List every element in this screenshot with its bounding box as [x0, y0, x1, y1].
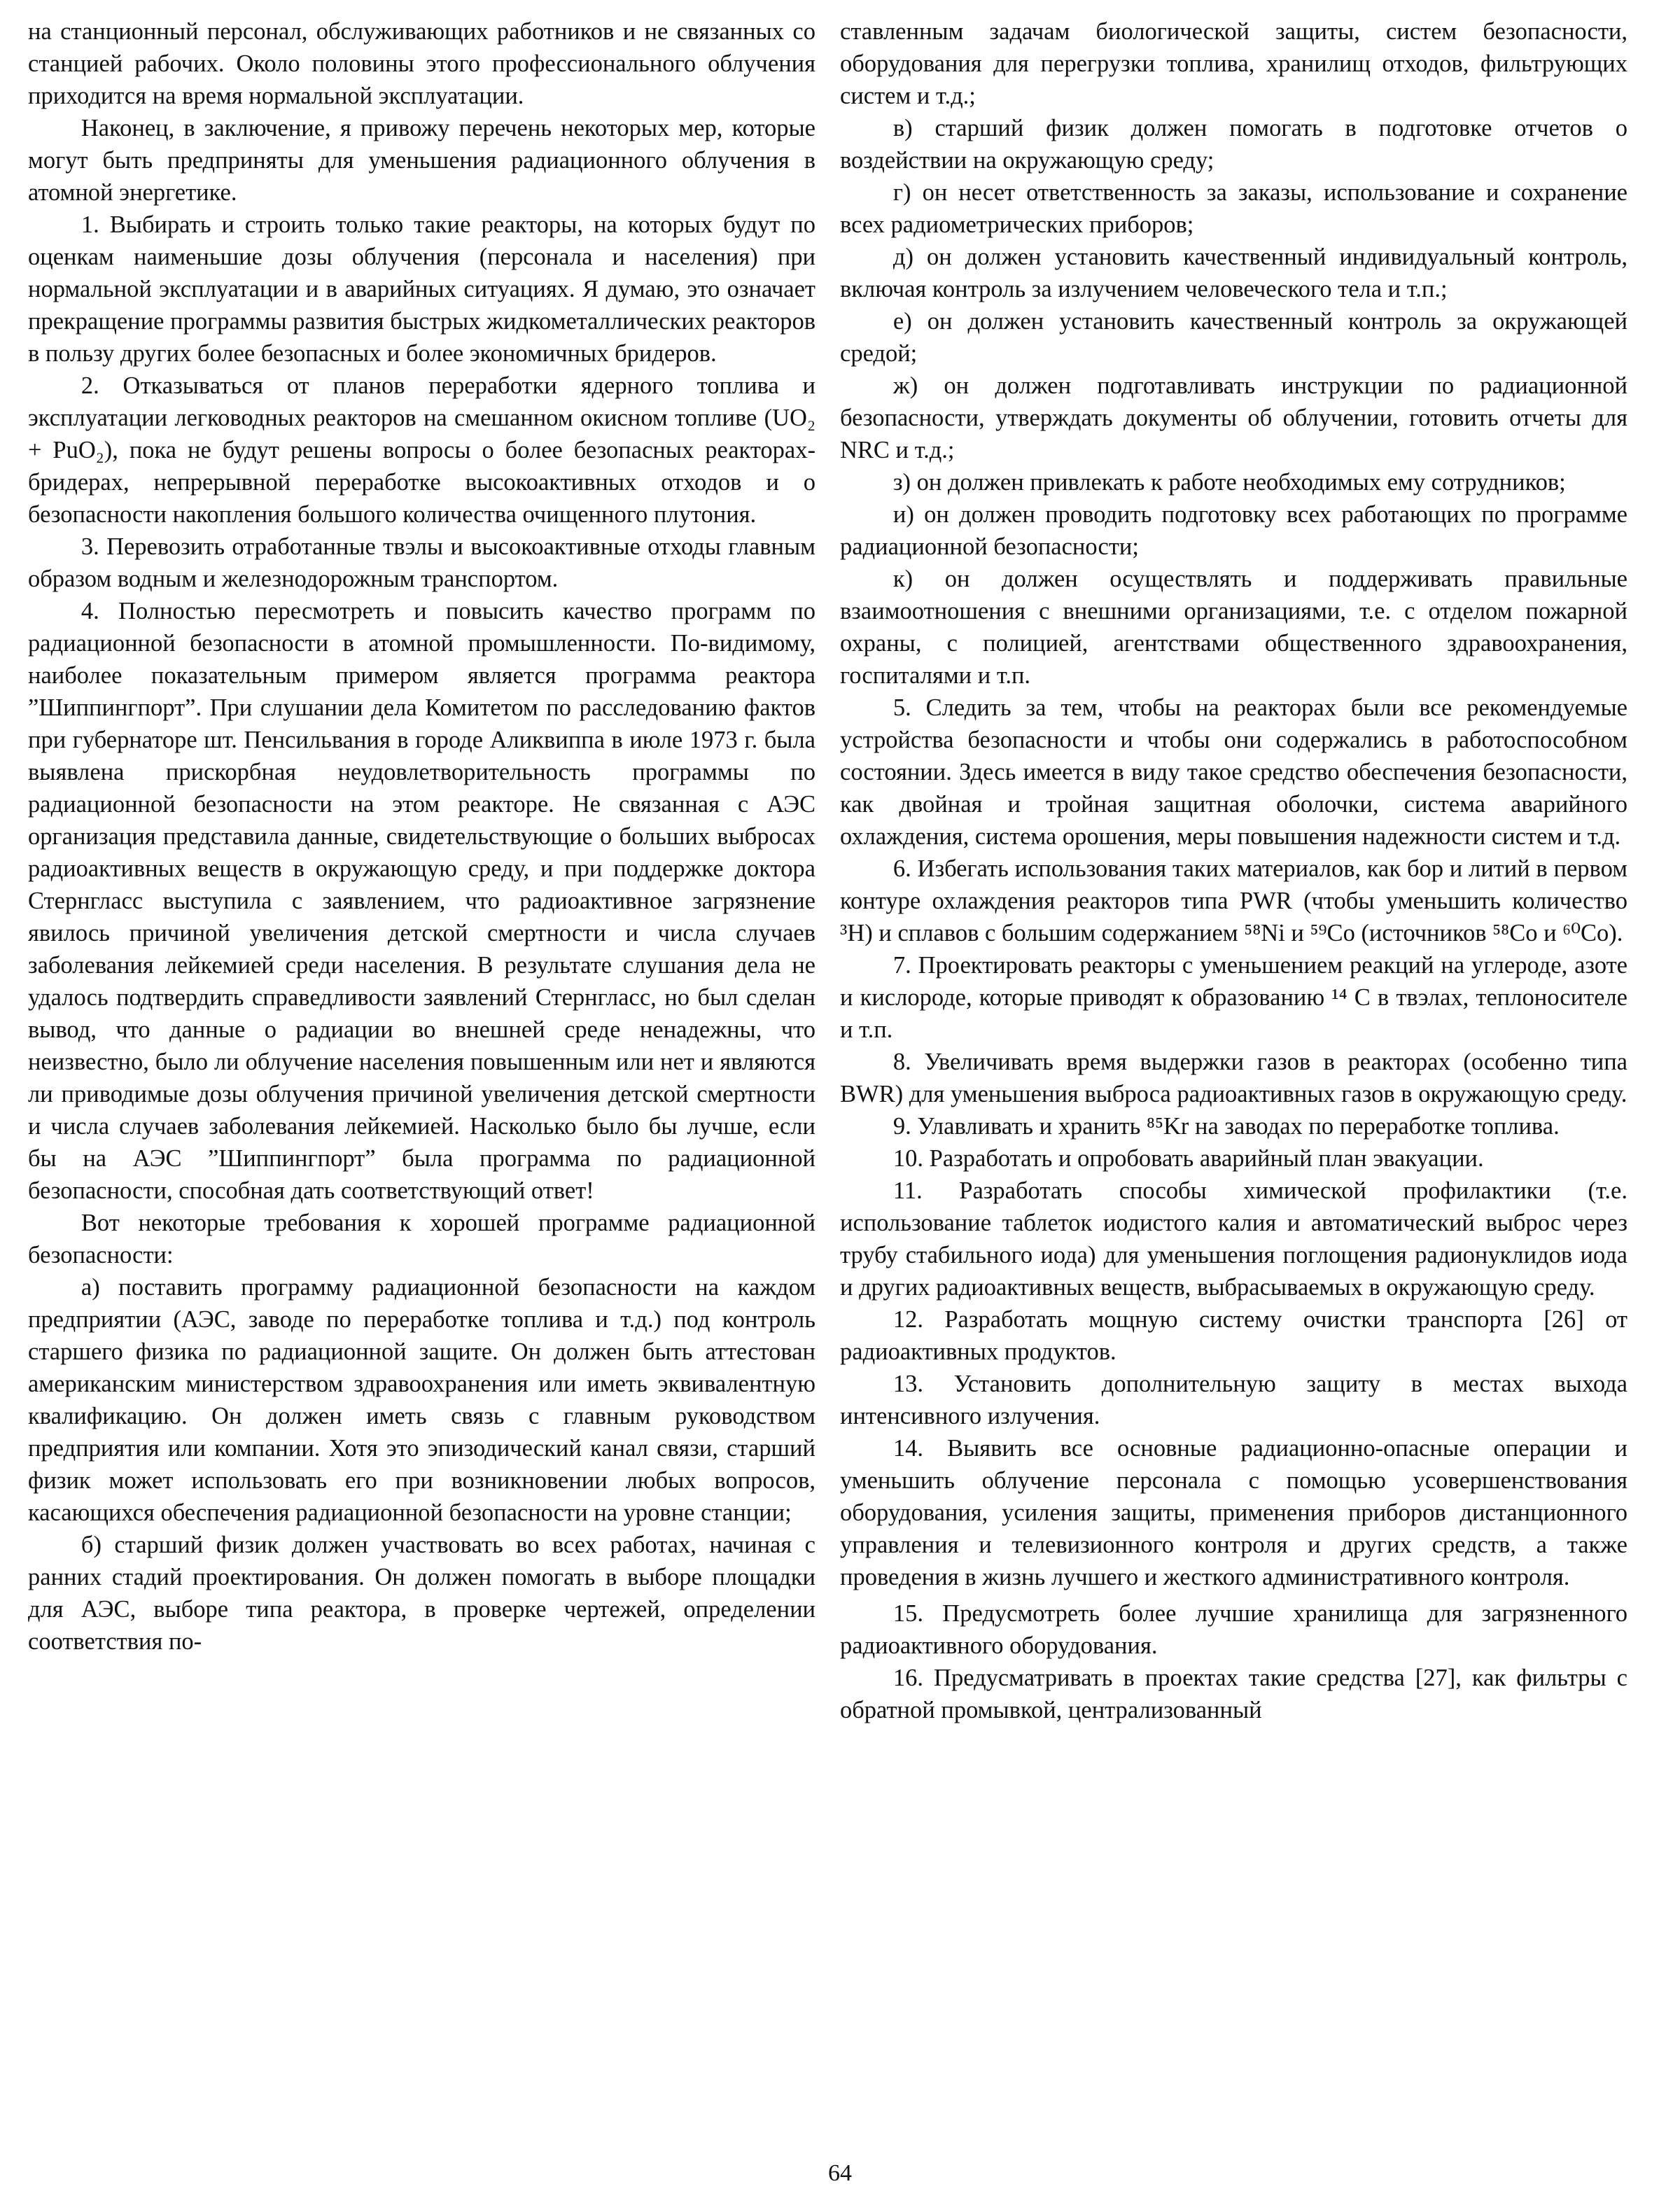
paragraph: ставленным задачам биологической защиты, систем безопасности, оборудования для перегрузки топлива, хранилищ отходов, фильтрующих систем и т.д.;: [840, 18, 1628, 109]
paragraph: на станционный персонал, обслуживающих работников и не связанных со станцией рабочих. Около половины этого профессионального облучения приходится на время нормальной эксплуатации.: [28, 18, 816, 109]
list-item: г) он несет ответственность за заказы, использование и сохранение всех радиометрических приборов;: [840, 179, 1628, 238]
right-column: [840, 15, 1628, 1726]
list-item: 5. Следить за тем, чтобы на реакторах были все рекомендуемые устройства безопасности и чтобы они содержались в работоспособном состоянии. Здесь имеется в виду такое средство обеспечения безопасности, как двойная и тройная защитная оболочки, система аварийного охлаждения, система орошения, меры повышения надежности систем и т.д.: [840, 694, 1628, 850]
list-item: 7. Проектировать реакторы с уменьшением реакций на углероде, азоте и кислороде, которые приводят к образованию ¹⁴ C в твэлах, теплоносителе и т.п.: [840, 952, 1628, 1043]
list-item: е) он должен установить качественный контроль за окружающей средой;: [840, 308, 1628, 367]
list-item: 1. Выбирать и строить только такие реакторы, на которых будут по оценкам наименьшие дозы облучения (персонала и населения) при нормальной эксплуатации и в аварийных ситуациях. Я думаю, это означает прекращение программы развития быстрых жидкометаллических реакторов в пользу других более безопасных и более экономичных бридеров.: [28, 211, 816, 367]
list-item: 9. Улавливать и хранить ⁸⁵Kr на заводах по переработке топлива.: [892, 1113, 1560, 1140]
list-item: 6. Избегать использования таких материалов, как бор и литий в первом контуре охлаждения реакторов типа PWR (чтобы уменьшить количество ³H) и сплавов с большим содержанием ⁵⁸Ni и ⁵⁹Co (источников ⁵⁸Co и ⁶⁰Co).: [840, 855, 1628, 946]
list-item: д) он должен установить качественный индивидуальный контроль, включая контроль за излучением человеческого тела и т.п.;: [840, 244, 1628, 302]
list-item: 8. Увеличивать время выдержки газов в реакторах (особенно типа BWR) для уменьшения выброса радиоактивных газов в окружающую среду.: [840, 1049, 1628, 1107]
list-item: 4. Полностью пересмотреть и повысить качество программ по радиационной безопасности в атомной промышленности. По-видимому, наиболее показательным примером является программа реактора ”Шиппингпорт”. При слушании дела Комитетом по расследованию фактов при губернаторе шт. Пенсильвания в городе Аликвиппа в июле 1973 г. была выявлена прискорбная неудовлетворительность программы по радиационной безопасности на этом реакторе. Не связанная с АЭС организация представила данные, свидетельствующие о больших выбросах радиоактивных веществ в окружающую среду, и при поддержке доктора Стернгласс выступила с заявлением, что радиоактивное загрязнение явилось причиной увеличения детской смертности и числа случаев заболевания лейкемией среди населения. В результате слушания дела не удалось подтвердить справедливости заявлений Стернгласс, но был сделан вывод, что данные о радиации во внешней среде ненадежны, что неизвестно, было ли облучение населения повышенным или нет и являются ли приводимые дозы облучения причиной увеличения детской смертности и числа случаев заболевания лейкемией. Насколько было бы лучше, если бы на АЭС ”Шиппингпорт” была программа по радиационной безопасности, способная дать соответствующий ответ!: [28, 598, 816, 1204]
page-number: 64: [828, 2160, 852, 2186]
list-item: 13. Установить дополнительную защиту в местах выхода интенсивного излучения.: [840, 1371, 1628, 1429]
list-item: ж) он должен подготавливать инструкции по радиационной безопасности, утверждать документы об облучении, готовить отчеты для NRC и т.д.;: [840, 372, 1628, 463]
paragraph: Наконец, в заключение, я привожу перечень некоторых мер, которые могут быть предприняты для уменьшения радиационного облучения в атомной энергетике.: [28, 115, 816, 206]
list-item: 16. Предусматривать в проектах такие средства [27], как фильтры с обратной промывкой, централизованный: [840, 1665, 1628, 1723]
list-item: 10. Разработать и опробовать аварийный план эвакуации.: [892, 1145, 1484, 1172]
list-item: к) он должен осуществлять и поддерживать правильные взаимоотношения с внешними организациями, т.е. с отделом пожарной охраны, с полицией, агентствами общественного здравоохранения, госпиталями и т.п.: [840, 566, 1628, 689]
list-item: а) поставить программу радиационной безопасности на каждом предприятии (АЭС, заводе по переработке топлива и т.д.) под контроль старшего физика по радиационной защите. Он должен быть аттестован американским министерством здравоохранения или иметь эквивалентную квалификацию. Он должен иметь связь с главным руководством предприятия или компании. Хотя это эпизодический канал связи, старший физик может использовать его при возникновении любых вопросов, касающихся обеспечения радиационной безопасности на уровне станции;: [28, 1274, 816, 1526]
list-item: 11. Разработать способы химической профилактики (т.е. использование таблеток иодистого калия и автоматический выброс через трубу стабильного иода) для уменьшения поглощения радионуклидов иода и других радиоактивных веществ, выбрасываемых в окружающую среду.: [840, 1177, 1628, 1301]
left-column: [28, 15, 816, 1658]
list-item: в) старший физик должен помогать в подготовке отчетов о воздействии на окружающую среду;: [840, 115, 1628, 174]
list-item: и) он должен проводить подготовку всех работающих по программе радиационной безопасности;: [840, 501, 1628, 560]
list-item: 2. Отказываться от планов переработки ядерного топлива и эксплуатации легководных реакторов на смешанном окисном топливе (UO₂ + PuO₂), пока не будут решены вопросы о более безопасных реакторах-бридерах, непрерывной переработке высокоактивных отходов и о безопасности накопления большого количества очищенного плутония.: [28, 372, 816, 528]
paragraph: Вот некоторые требования к хорошей программе радиационной безопасности:: [28, 1210, 816, 1268]
list-item: з) он должен привлекать к работе необходимых ему сотрудников;: [892, 469, 1566, 496]
list-item: 3. Перевозить отработанные твэлы и высокоактивные отходы главным образом водным и железнодорожным транспортом.: [28, 533, 816, 592]
list-item: 14. Выявить все основные радиационно-опасные операции и уменьшить облучение персонала с помощью усовершенствования оборудования, усиления защиты, применения приборов дистанционного управления и телевизионного контроля и других средств, а также проведения в жизнь лучшего и жесткого административного контроля.: [840, 1435, 1628, 1590]
list-item: 12. Разработать мощную систему очистки транспорта [26] от радиоактивных продуктов.: [840, 1306, 1628, 1365]
list-item: 15. Предусмотреть более лучшие хранилища для загрязненного радиоактивного оборудования.: [840, 1600, 1628, 1659]
list-item: б) старший физик должен участвовать во всех работах, начиная с ранних стадий проектирования. Он должен помогать в выборе площадки для АЭС, выборе типа реактора, в проверке чертежей, определении соответствия по-: [28, 1532, 816, 1655]
